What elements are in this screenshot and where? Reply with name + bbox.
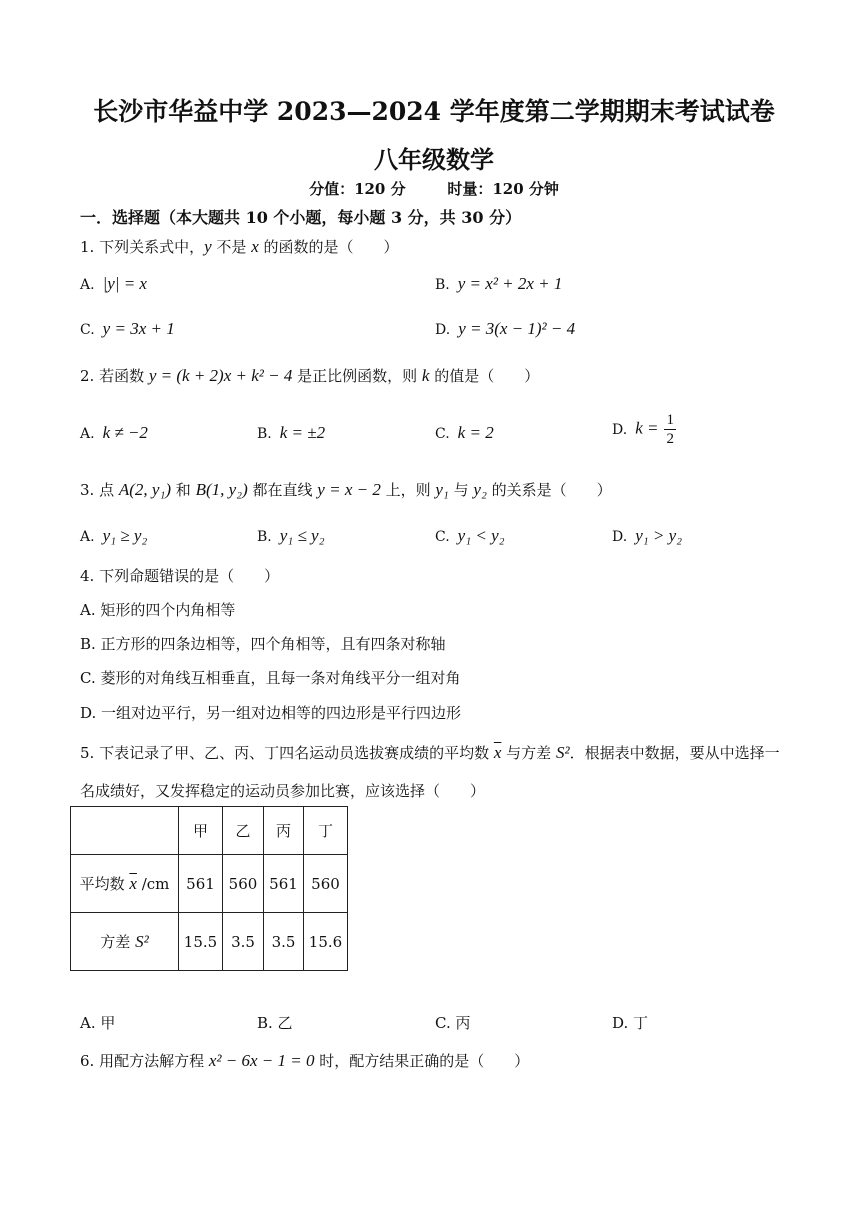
question-5-stem-line2: 名成绩好，又发挥稳定的运动员参加比赛，应该选择（ ）: [80, 782, 486, 800]
question-2-option-b: B. k = ±2: [257, 423, 326, 442]
table-header-row: [71, 807, 348, 855]
table-cell: 3.5: [223, 913, 264, 971]
question-2-option-c: C. k = 2: [435, 423, 494, 442]
question-5-option-b: B. 乙: [257, 1014, 293, 1032]
fraction: $\frac{1}{2}$: [666, 412, 674, 447]
question-3-option-d: D. y₁ > y₂: [612, 526, 683, 545]
table-header-cell: 乙: [223, 807, 264, 855]
table-cell: 3.5: [264, 913, 304, 971]
table-row-label: 方差 S²: [71, 913, 179, 971]
question-5-stem: 5. 下表记录了甲、乙、丙、丁四名运动员选拔赛成绩的平均数 $\overline{x}$ 与方差 S²．根据表中数据，要从中选择一: [80, 743, 780, 762]
exam-title: 长沙市华益中学 2023—2024 学年度第二学期期末考试试卷: [93, 97, 775, 126]
question-2-option-a: A. k ≠ −2: [80, 423, 148, 442]
question-4-option-d: D. 一组对边平行，另一组对边相等的四边形是平行四边形: [80, 704, 462, 722]
question-4-option-b: B. 正方形的四条边相等，四个角相等，且有四条对称轴: [80, 635, 446, 653]
question-5-option-d: D. 丁: [612, 1014, 649, 1032]
table-cell: 561: [179, 855, 223, 913]
table-cell: 561: [264, 855, 304, 913]
table-header-cell: 甲: [179, 807, 223, 855]
question-3-option-c: C. y₁ < y₂: [435, 526, 505, 545]
question-1-option-a: A. |y| = x: [80, 274, 147, 293]
question-3-stem: 3. 点 A(2, y₁) 和 B(1, y₂) 都在直线 y = x − 2 上，则 y₁ 与 y₂ 的关系是（ ）: [80, 480, 612, 499]
exam-meta: 分值：120 分 时量：120 分钟: [309, 180, 559, 198]
table-row-label: 平均数 $\overline{x}$ /cm: [71, 855, 179, 913]
table-header-cell: 丙: [264, 807, 304, 855]
question-1-option-c: C. y = 3x + 1: [80, 319, 175, 338]
table-cell: 15.6: [304, 913, 348, 971]
question-1-option-d: D. y = 3(x − 1)² − 4: [435, 319, 576, 338]
table-cell: 560: [223, 855, 264, 913]
question-2-option-d: D. k = $\frac{1}{2}$: [612, 412, 674, 447]
table-header-cell: 丁: [304, 807, 348, 855]
question-4-option-a: A. 矩形的四个内角相等: [80, 601, 236, 619]
question-5-option-a: A. 甲: [80, 1014, 116, 1032]
score-table: [70, 806, 348, 971]
question-6-stem: 6. 用配方法解方程 x² − 6x − 1 = 0 时，配方结果正确的是（ ）: [80, 1051, 530, 1070]
question-1-stem: 1. 下列关系式中，y 不是 x 的函数的是（ ）: [80, 237, 399, 256]
question-5-option-c: C. 丙: [435, 1014, 471, 1032]
question-4-stem: 4. 下列命题错误的是（ ）: [80, 567, 280, 585]
table-row: [71, 913, 348, 971]
exam-subtitle: 八年级数学: [374, 145, 494, 174]
question-4-option-c: C. 菱形的对角线互相垂直，且每一条对角线平分一组对角: [80, 669, 461, 687]
question-1-option-b: B. y = x² + 2x + 1: [435, 274, 563, 293]
section-title: 一．选择题（本大题共 10 个小题，每小题 3 分，共 30 分）: [80, 208, 522, 227]
question-3-option-a: A. y₁ ≥ y₂: [80, 526, 148, 545]
table-header-cell: [71, 807, 179, 855]
question-2-stem: 2. 若函数 y = (k + 2)x + k² − 4 是正比例函数，则 k 的值是（ ）: [80, 366, 540, 385]
table-cell: 15.5: [179, 913, 223, 971]
question-3-option-b: B. y₁ ≤ y₂: [257, 526, 325, 545]
table-cell: 560: [304, 855, 348, 913]
table-row: [71, 855, 348, 913]
